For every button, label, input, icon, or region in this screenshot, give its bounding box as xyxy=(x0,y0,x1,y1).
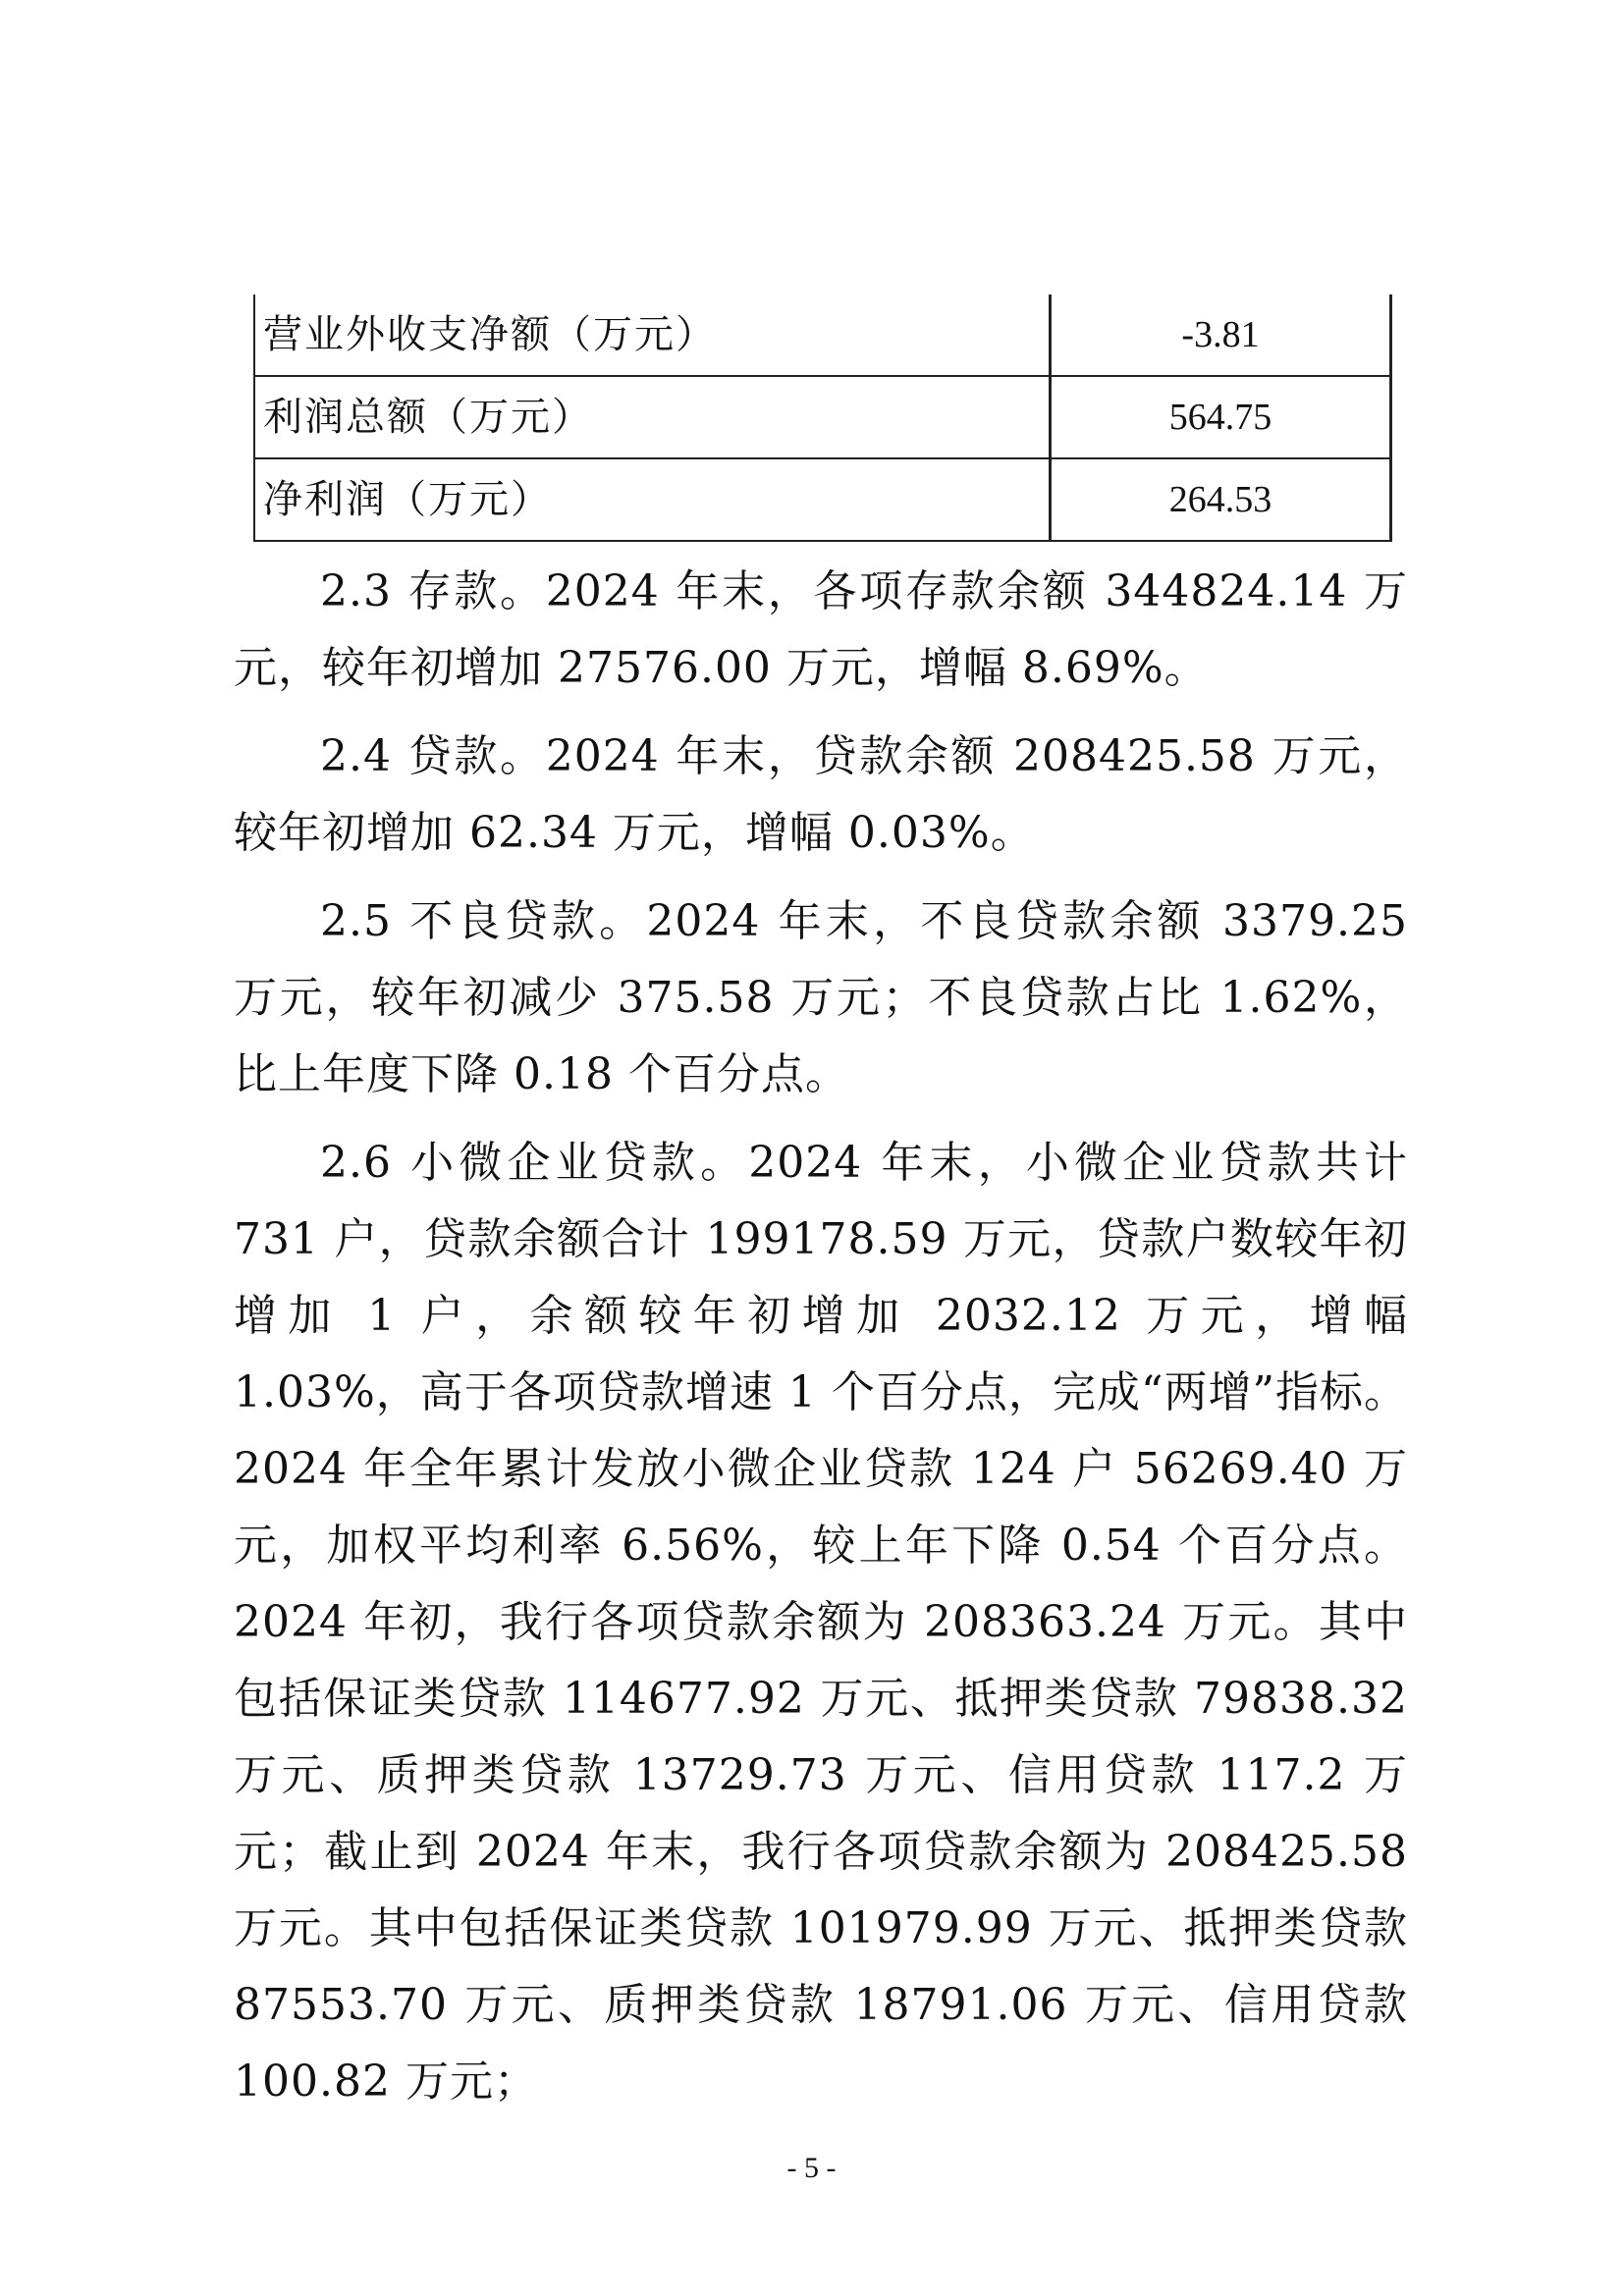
paragraph-loans: 2.4 贷款。2024 年末，贷款余额 208425.58 万元，较年初增加 62.34 万元，增幅 0.03%。 xyxy=(234,731,1408,858)
paragraph-deposits: 2.3 存款。2024 年末，各项存款余额 344824.14 万元，较年初增加 27576.00 万元，增幅 8.69%。 xyxy=(234,566,1408,693)
table-cell-value: 564.75 xyxy=(1051,376,1391,458)
table-cell-label: 营业外收支净额（万元） xyxy=(254,294,1051,376)
table-row xyxy=(254,458,1391,541)
financial-table xyxy=(253,294,1392,542)
paragraph-small-business-loans: 2.6 小微企业贷款。2024 年末，小微企业贷款共计 731 户，贷款余额合计 199178.59 万元，贷款户数较年初增加 1 户，余额较年初增加 2032.12 万元，增幅 1.03%，高于各项贷款增速 1 个百分点，完成“两增”指标。2024 年全年累计发放小微企业贷款 124 户 56269.40 万元，加权平均利率 6.56%，较上年下降 0.54 个百分点。2024 年初，我行各项贷款余额为 208363.24 万元。其中包括保证类贷款 114677.92 万元、抵押类贷款 79838.32 万元、质押类贷款 13729.73 万元、信用贷款 117.2 万元；截止到 2024 年末，我行各项贷款余额为 208425.58 万元。其中包括保证类贷款 101979.99 万元、抵押类贷款 87553.70 万元、质押类贷款 18791.06 万元、信用贷款 100.82 万元； xyxy=(234,1138,1408,2107)
table-cell-label: 利润总额（万元） xyxy=(254,376,1051,458)
table-row xyxy=(254,294,1391,376)
table-row xyxy=(254,376,1391,458)
table-cell-label: 净利润（万元） xyxy=(254,458,1051,541)
paragraph-nonperforming-loans: 2.5 不良贷款。2024 年末，不良贷款余额 3379.25 万元，较年初减少 375.58 万元；不良贷款占比 1.62%，比上年度下降 0.18 个百分点。 xyxy=(234,896,1408,1099)
table-cell-value: 264.53 xyxy=(1051,458,1391,541)
table-cell-value: -3.81 xyxy=(1051,294,1391,376)
body-text xyxy=(234,554,1408,2132)
page-number: - 5 - xyxy=(786,2152,837,2184)
